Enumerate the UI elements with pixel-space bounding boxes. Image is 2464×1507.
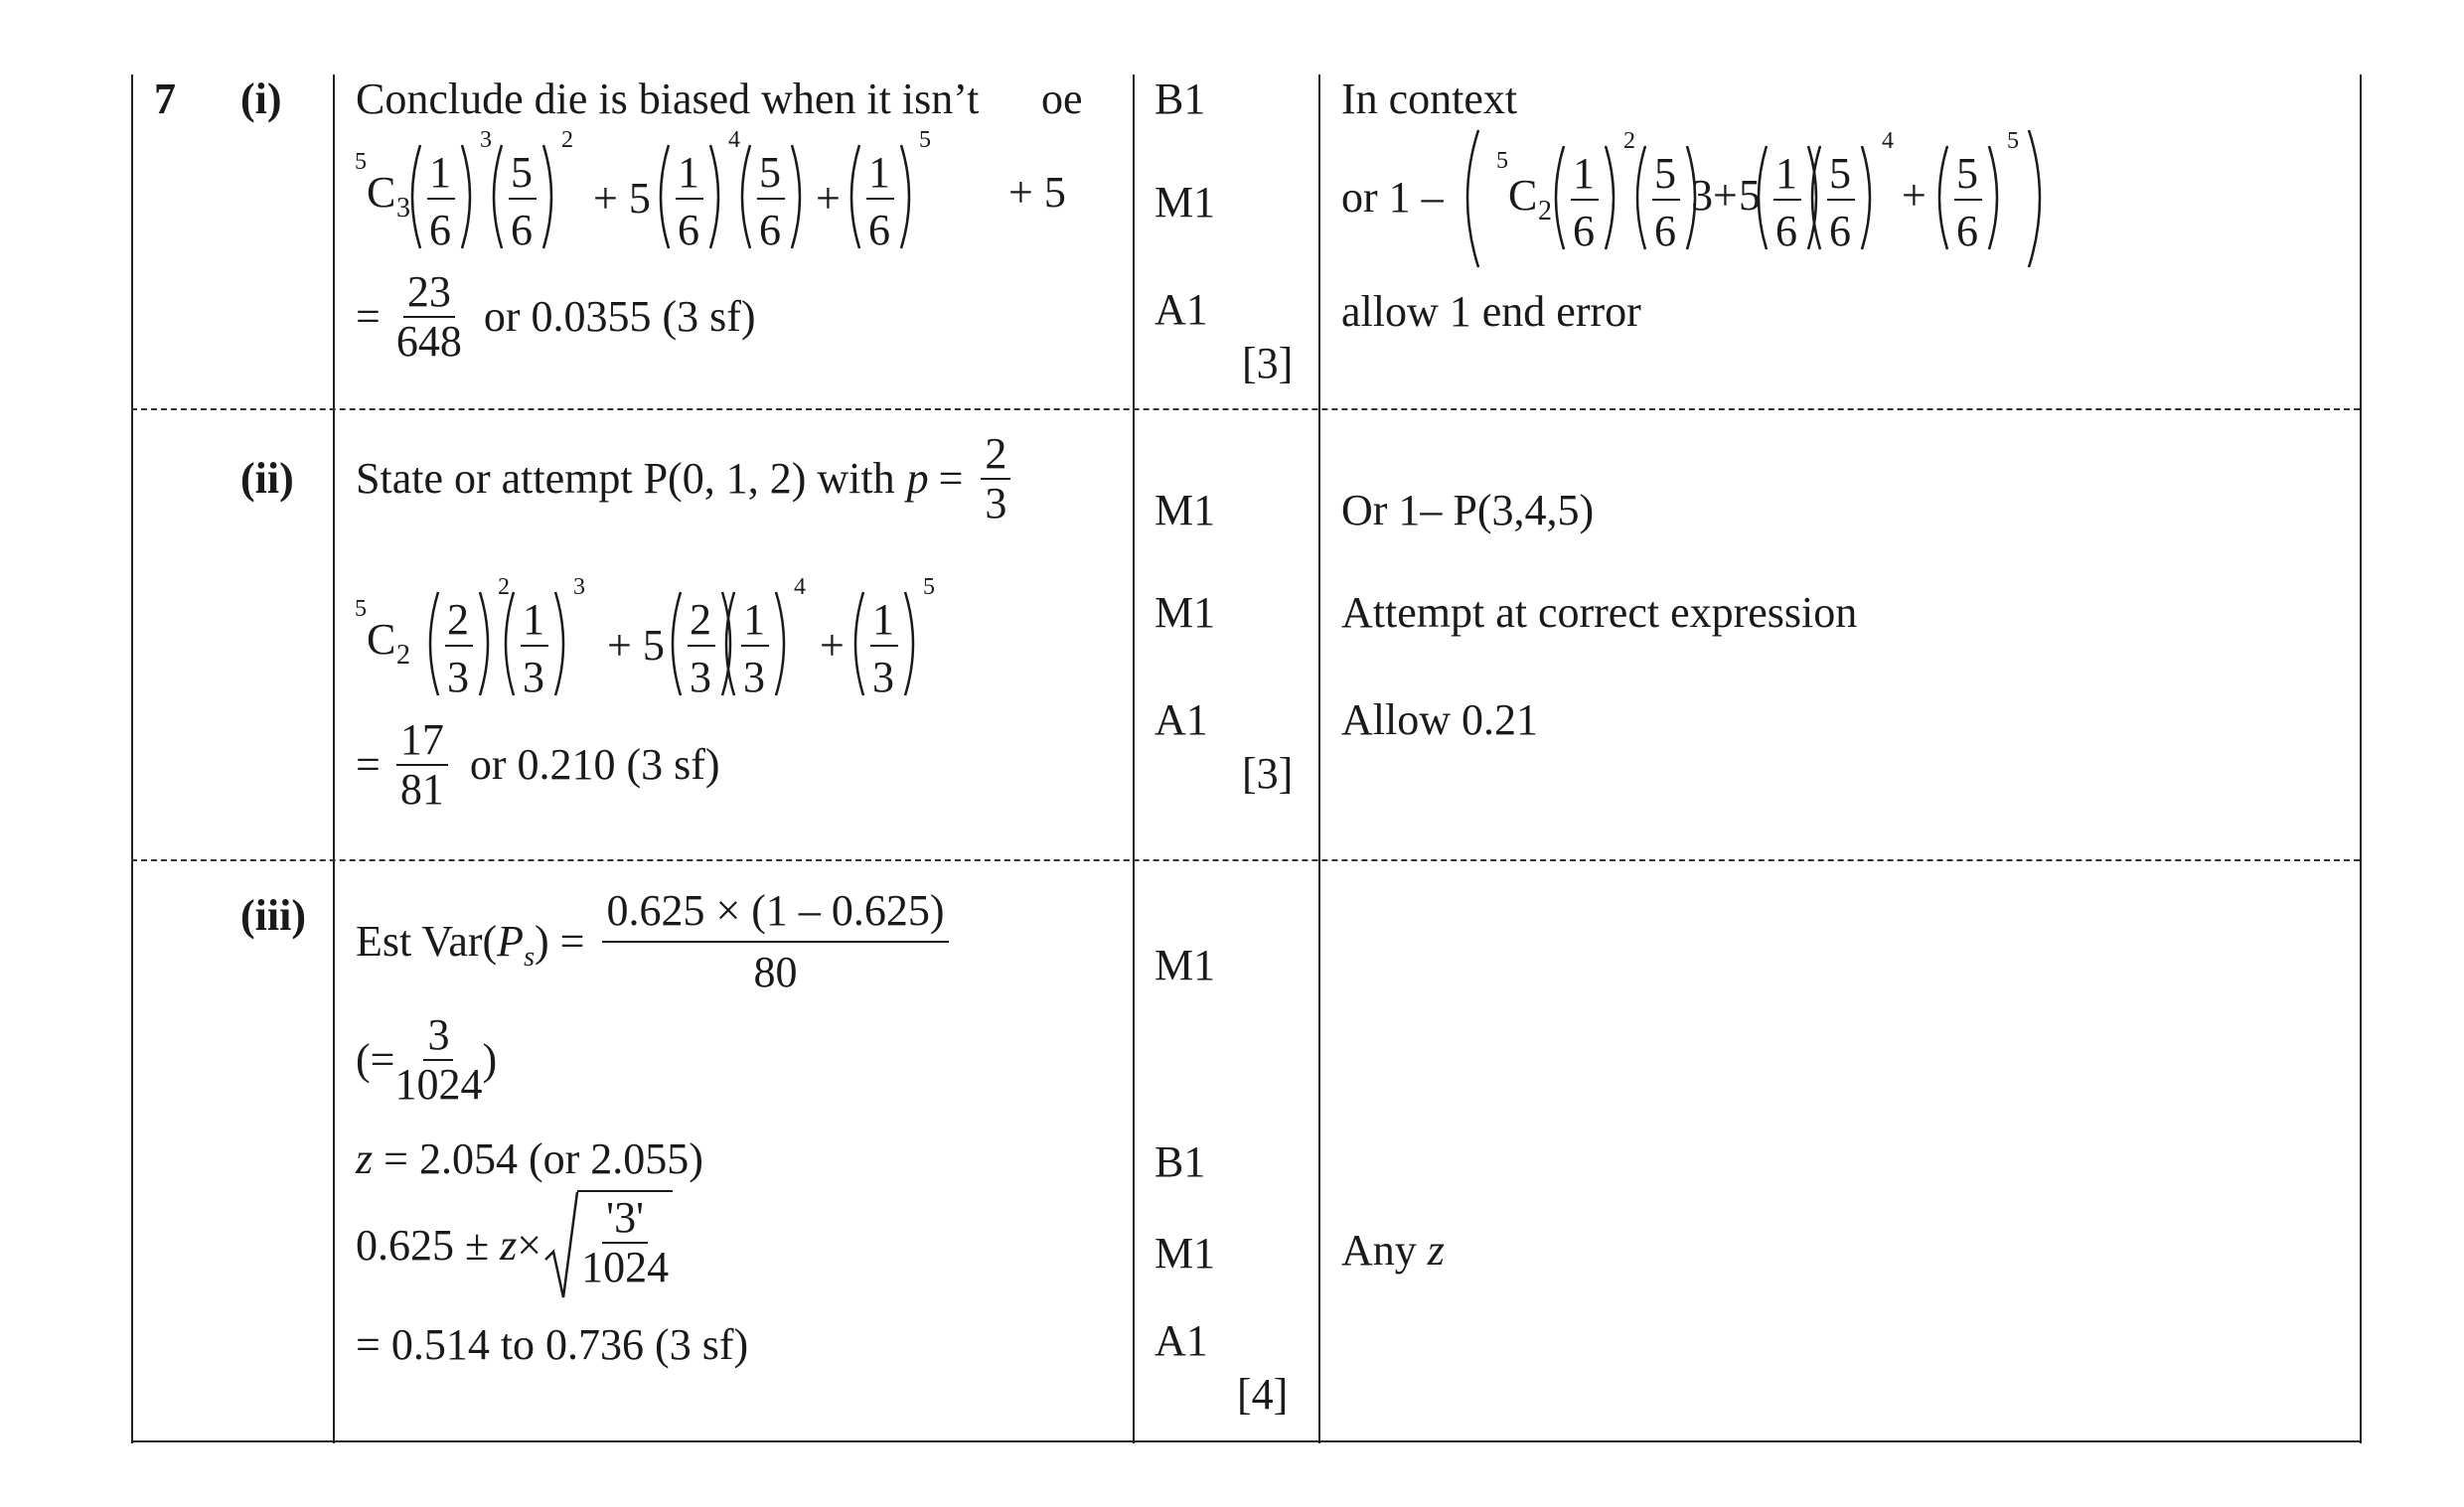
svg-text:C: C — [1508, 171, 1538, 220]
guidance-iii-any-label: Any — [1341, 1226, 1417, 1275]
answer-ii-denominator: 81 — [399, 765, 444, 814]
svg-text:3: 3 — [480, 127, 492, 153]
answer-i-decimal: or 0.0355 (3 sf) — [483, 292, 756, 341]
answer-iii-variance-equals: ) = — [534, 917, 585, 966]
svg-text:+: + — [1713, 171, 1738, 220]
svg-text:1: 1 — [523, 595, 544, 644]
svg-text:C: C — [367, 168, 396, 217]
svg-text:5: 5 — [919, 127, 931, 153]
answer-i-oe-note: oe — [1041, 75, 1083, 123]
svg-text:3: 3 — [743, 653, 765, 701]
column-divider-label — [333, 75, 335, 1443]
answer-iii-variance-value — [356, 1010, 498, 1109]
table-border-left — [131, 75, 133, 1443]
svg-text:3: 3 — [573, 574, 585, 600]
svg-text:2: 2 — [447, 595, 469, 644]
answer-i-fraction — [395, 267, 462, 366]
answer-ii-p-numerator: 2 — [981, 432, 1010, 480]
answer-iii-confidence-interval — [356, 1190, 673, 1301]
mark-iii-3: M1 — [1155, 1229, 1216, 1278]
answer-iii-close-paren: ) — [482, 1035, 498, 1084]
answer-iii-value-fraction — [394, 1010, 483, 1109]
part-label-i: (i) — [240, 75, 282, 123]
table-border-right — [2360, 75, 2362, 1443]
svg-text:+ 5: + 5 — [1008, 168, 1066, 217]
svg-text:5: 5 — [1956, 149, 1978, 198]
answer-iii-ci-expression — [356, 1221, 542, 1270]
svg-text:6: 6 — [1956, 207, 1978, 255]
guidance-i-alt-prefix: or 1 – — [1341, 173, 1444, 222]
answer-iii-variance-prefix — [356, 917, 585, 973]
answer-i-equals: = — [356, 292, 381, 341]
svg-text:6: 6 — [759, 206, 781, 254]
svg-text:5: 5 — [1739, 171, 1761, 220]
guidance-ii-allow: Allow 0.21 — [1341, 695, 1538, 744]
answer-ii-result — [356, 715, 720, 814]
svg-text:6: 6 — [1654, 207, 1676, 255]
svg-text:4: 4 — [794, 574, 806, 600]
svg-text:2: 2 — [498, 574, 510, 600]
mark-iii-2: B1 — [1155, 1137, 1206, 1186]
answer-ii-equals: = — [356, 740, 381, 789]
answer-i-denominator: 648 — [395, 317, 462, 366]
answer-iii-z-value — [356, 1134, 703, 1183]
svg-text:1: 1 — [872, 595, 894, 644]
guidance-ii-alternative: Or 1– P(3,4,5) — [1341, 486, 1595, 534]
mark-iii-1: M1 — [1155, 941, 1216, 989]
svg-text:5: 5 — [1654, 149, 1676, 198]
svg-text:2: 2 — [1623, 128, 1635, 154]
mark-i-total: [3] — [1242, 339, 1294, 387]
svg-text:6: 6 — [868, 206, 890, 254]
part-label-iii: (iii) — [240, 891, 306, 940]
svg-text:6: 6 — [429, 206, 451, 254]
svg-text:+ 5: + 5 — [593, 174, 651, 223]
mark-ii-3: A1 — [1155, 695, 1208, 744]
svg-text:2: 2 — [396, 640, 410, 671]
answer-i-binomial-expression — [353, 127, 1128, 274]
answer-ii-p-denominator: 3 — [985, 479, 1007, 527]
svg-text:2: 2 — [1538, 196, 1552, 226]
sqrt-radical-icon — [543, 1190, 577, 1301]
answer-iii-value-denominator: 1024 — [394, 1060, 483, 1109]
svg-text:3: 3 — [447, 653, 469, 701]
answer-iii-variance — [356, 886, 949, 996]
answer-ii-statement-text: State or attempt P(0, 1, 2) with — [356, 454, 895, 503]
svg-text:3: 3 — [1691, 171, 1713, 220]
svg-text:1: 1 — [743, 595, 765, 644]
answer-i-conclusion: Conclude die is biased when it isn’t — [356, 75, 980, 123]
mark-i-1: B1 — [1155, 75, 1206, 123]
svg-text:3: 3 — [690, 653, 711, 701]
svg-text:3: 3 — [396, 193, 410, 224]
mark-i-3: A1 — [1155, 285, 1208, 334]
column-divider-marks — [1318, 75, 1320, 1443]
svg-text:3: 3 — [523, 653, 544, 701]
answer-i-numerator: 23 — [403, 270, 455, 318]
row-divider-ii-iii — [131, 859, 2360, 861]
guidance-i-end-error: allow 1 end error — [1341, 287, 1641, 336]
svg-text:5: 5 — [355, 596, 367, 622]
answer-iii-sqrt-body — [577, 1190, 673, 1301]
part-label-ii: (ii) — [240, 454, 294, 503]
mark-i-2: M1 — [1155, 178, 1216, 226]
answer-ii-decimal: or 0.210 (3 sf) — [469, 740, 720, 789]
mark-iii-total: [4] — [1237, 1370, 1289, 1419]
answer-iii-result: = 0.514 to 0.736 (3 sf) — [356, 1320, 749, 1369]
answer-iii-p-subscript: s — [524, 942, 535, 973]
answer-iii-open-paren: (= — [356, 1035, 395, 1084]
answer-iii-variance-denominator: 80 — [753, 948, 798, 996]
svg-text:2: 2 — [690, 595, 711, 644]
table-border-bottom — [131, 1440, 2362, 1442]
guidance-iii-z-symbol: z — [1427, 1226, 1445, 1275]
svg-text:1: 1 — [429, 148, 451, 197]
answer-iii-ci-numerator: '3' — [602, 1196, 648, 1244]
mark-ii-1: M1 — [1155, 486, 1216, 534]
svg-text:5: 5 — [1496, 148, 1508, 174]
answer-i-result — [356, 267, 756, 366]
guidance-ii-attempt: Attempt at correct expression — [1341, 588, 1858, 637]
answer-ii-fraction — [396, 715, 448, 814]
answer-iii-ci-prefix: 0.625 ± — [356, 1221, 501, 1270]
svg-text:5: 5 — [355, 149, 367, 175]
svg-text:5: 5 — [2007, 128, 2019, 154]
svg-text:2: 2 — [561, 127, 573, 153]
column-divider-answer — [1133, 75, 1135, 1443]
answer-ii-numerator: 17 — [396, 718, 448, 766]
answer-iii-variance-fraction — [602, 886, 948, 996]
mark-ii-2: M1 — [1155, 588, 1216, 637]
svg-text:5: 5 — [923, 574, 935, 600]
svg-text:3: 3 — [872, 653, 894, 701]
svg-text:6: 6 — [1829, 207, 1851, 255]
svg-text:C: C — [367, 615, 396, 664]
svg-text:1: 1 — [868, 148, 890, 197]
svg-text:6: 6 — [1775, 207, 1797, 255]
answer-iii-p-symbol: P — [497, 917, 525, 966]
svg-text:5: 5 — [1829, 149, 1851, 198]
answer-ii-p-fraction — [981, 429, 1010, 527]
answer-iii-value-numerator: 3 — [423, 1013, 453, 1061]
svg-text:+: + — [820, 621, 845, 670]
svg-text:+: + — [1902, 171, 1926, 220]
answer-iii-ci-denominator: 1024 — [581, 1243, 670, 1291]
svg-text:+: + — [816, 174, 841, 223]
svg-text:4: 4 — [728, 127, 740, 153]
answer-iii-est-var-label: Est Var( — [356, 917, 498, 966]
row-divider-i-ii — [131, 408, 2360, 410]
answer-iii-ci-z-symbol: z — [500, 1221, 518, 1270]
svg-text:5: 5 — [511, 148, 533, 197]
answer-iii-z-symbol: z — [356, 1134, 374, 1183]
answer-iii-z-text: = 2.054 (or 2.055) — [373, 1134, 703, 1183]
svg-text:6: 6 — [1573, 207, 1595, 255]
mark-ii-total: [3] — [1242, 749, 1294, 798]
svg-text:1: 1 — [1573, 149, 1595, 198]
answer-iii-sqrt — [543, 1190, 673, 1301]
answer-iii-variance-numerator: 0.625 × (1 – 0.625) — [602, 889, 948, 943]
answer-ii-p-symbol: p — [906, 454, 929, 503]
answer-ii-binomial-expression — [353, 574, 989, 721]
answer-iii-ci-times: × — [517, 1221, 542, 1270]
svg-text:6: 6 — [511, 206, 533, 254]
svg-text:5: 5 — [759, 148, 781, 197]
answer-ii-statement — [356, 429, 1010, 527]
svg-text:4: 4 — [1882, 128, 1894, 154]
mark-iii-4: A1 — [1155, 1316, 1208, 1365]
answer-ii-p-equals: = — [938, 454, 964, 503]
svg-text:6: 6 — [678, 206, 699, 254]
svg-text:1: 1 — [1775, 149, 1797, 198]
guidance-i-context: In context — [1341, 75, 1518, 123]
svg-text:+ 5: + 5 — [607, 621, 665, 670]
svg-text:1: 1 — [678, 148, 699, 197]
guidance-iii-any-z — [1341, 1226, 1445, 1275]
question-number: 7 — [154, 75, 176, 123]
